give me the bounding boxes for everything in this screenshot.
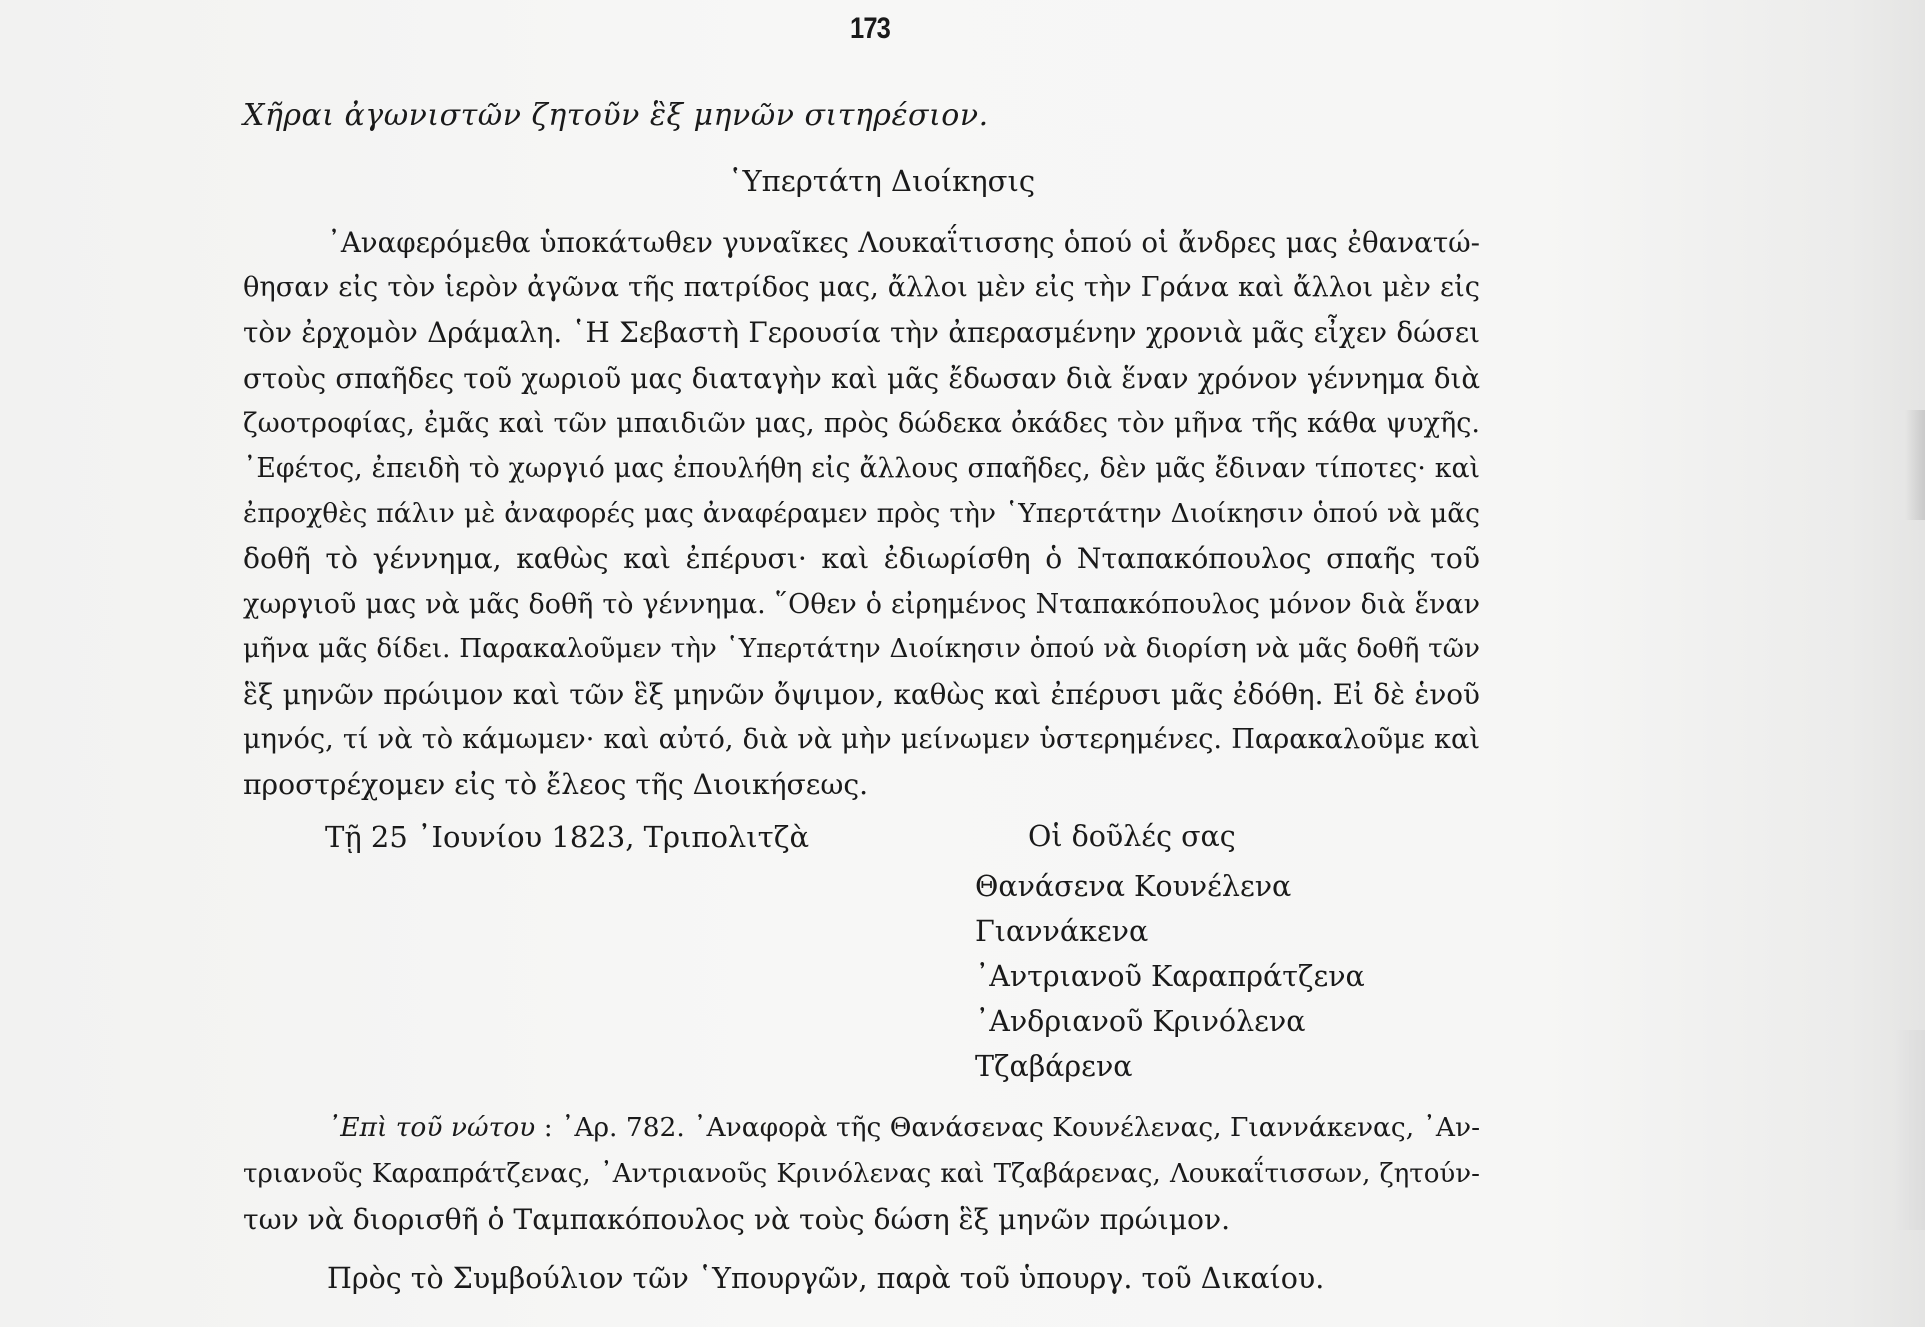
note-line: των νὰ διορισθῆ ὁ Ταμπακόπουλος νὰ τοὺς δώση ἓξ μηνῶν πρώιμον. <box>243 1203 1231 1236</box>
body-line: ζωοτροφίας, ἐμᾶς καὶ τῶν μπαιδιῶν μας, πρὸς δώδεκα ὀκάδες τὸν μῆνα τῆς κάθα ψυχῆς. <box>243 407 1480 439</box>
note-text: : ᾿Αρ. 782. ᾿Αναφορὰ τῆς Θανάσενας Κουνέλενας, Γιαννάκενας, ᾿Αν- <box>535 1112 1481 1143</box>
body-line: μηνός, τί νὰ τὸ κάμωμεν· καὶ αὐτό, διὰ νὰ μὴν μείνωμεν ὑστερημένες. Παρακαλοῦμε καὶ <box>243 724 1480 756</box>
document-title: Χῆραι ἀγωνιστῶν ζητοῦν ἓξ μηνῶν σιτηρέσιον. <box>243 98 989 133</box>
body-line: ἐπροχθὲς πάλιν μὲ ἀναφορές μας ἀναφέραμεν πρὸς τὴν ῾Υπερτάτην Διοίκησιν ὁπού νὰ μᾶς <box>243 498 1480 530</box>
signatory-name: ᾿Αντριανοῦ Καραπράτζενα <box>975 960 1365 993</box>
page-edge-shadow <box>1895 1030 1925 1230</box>
signatory-name: Τζαβάρενα <box>975 1050 1133 1083</box>
addressee-heading: ῾Υπερτάτη Διοίκησις <box>728 164 1036 198</box>
body-line: θησαν εἰς τὸν ἱερὸν ἀγῶνα τῆς πατρίδος μας, ἄλλοι μὲν εἰς τὴν Γράνα καὶ ἄλλοι μὲν εἰς <box>243 272 1480 304</box>
note-line <box>243 1105 1480 1151</box>
petition-body <box>243 220 1480 807</box>
signatory-name: ᾿Ανδριανοῦ Κρινόλενα <box>975 1005 1306 1038</box>
body-line: τὸν ἐρχομὸν Δράμαλη. ῾Η Σεβαστὴ Γερουσία τὴν ἀπερασμένην χρονιὰ μᾶς εἶχεν δώσει <box>243 316 1480 350</box>
body-line: προστρέχομεν εἰς τὸ ἔλεος τῆς Διοικήσεως. <box>243 768 869 802</box>
body-line: δοθῆ τὸ γέννημα, καθὼς καὶ ἐπέρυσι· καὶ ἐδιωρίσθη ὁ Νταπακόπουλος σπαῆς τοῦ <box>243 542 1480 576</box>
note-label: ᾿Επὶ τοῦ νώτου <box>327 1112 536 1143</box>
signature-closing: Οἱ δοῦλές σας <box>1028 820 1236 853</box>
date-place: Τῇ 25 ᾿Ιουνίου 1823, Τριπολιτζὰ <box>325 820 810 854</box>
signature-block <box>975 820 1365 1095</box>
verso-note <box>243 1105 1480 1243</box>
routing-line: Πρὸς τὸ Συμβούλιον τῶν ῾Υπουργῶν, παρὰ τοῦ ὑπουργ. τοῦ Δικαίου. <box>327 1262 1325 1295</box>
signatory-name: Γιαννάκενα <box>975 915 1149 948</box>
body-line: στοὺς σπαῆδες τοῦ χωριοῦ μας διαταγὴν καὶ μᾶς ἔδωσαν διὰ ἕναν χρόνον γέννημα διὰ <box>243 361 1480 395</box>
body-line: ᾿Εφέτος, ἐπειδὴ τὸ χωργιό μας ἐπουλήθη εἰς ἄλλους σπαῆδες, δὲν μᾶς ἔδιναν τίποτες· καὶ <box>243 452 1480 484</box>
note-line: τριανοῦς Καραπράτζενας, ᾿Αντριανοῦς Κρινόλενας καὶ Τζαβάρενας, Λουκαΐτισσων, ζητούν- <box>243 1159 1480 1189</box>
body-line: ἓξ μηνῶν πρώιμον καὶ τῶν ἓξ μηνῶν ὄψιμον, καθὼς καὶ ἐπέρυσι μᾶς ἐδόθη. Εἰ δὲ ἑνοῦ <box>243 677 1480 711</box>
body-line: χωργιοῦ μας νὰ μᾶς δοθῆ τὸ γέννημα. ῞Οθεν ὁ εἰρημένος Νταπακόπουλος μόνον διὰ ἕναν <box>243 588 1480 620</box>
page-number: 173 <box>849 12 891 45</box>
page-edge-shadow <box>1905 410 1925 520</box>
signatory-name: Θανάσενα Κουνέλενα <box>975 870 1292 903</box>
body-line: μῆνα μᾶς δίδει. Παρακαλοῦμεν τὴν ῾Υπερτάτην Διοίκησιν ὁπού νὰ διορίση νὰ μᾶς δοθῆ τῶν <box>243 633 1480 664</box>
body-line: ᾿Αναφερόμεθα ὑποκάτωθεν γυναῖκες Λουκαΐτισσης ὁπού οἱ ἄνδρες μας ἐθανατώ- <box>327 226 1480 259</box>
